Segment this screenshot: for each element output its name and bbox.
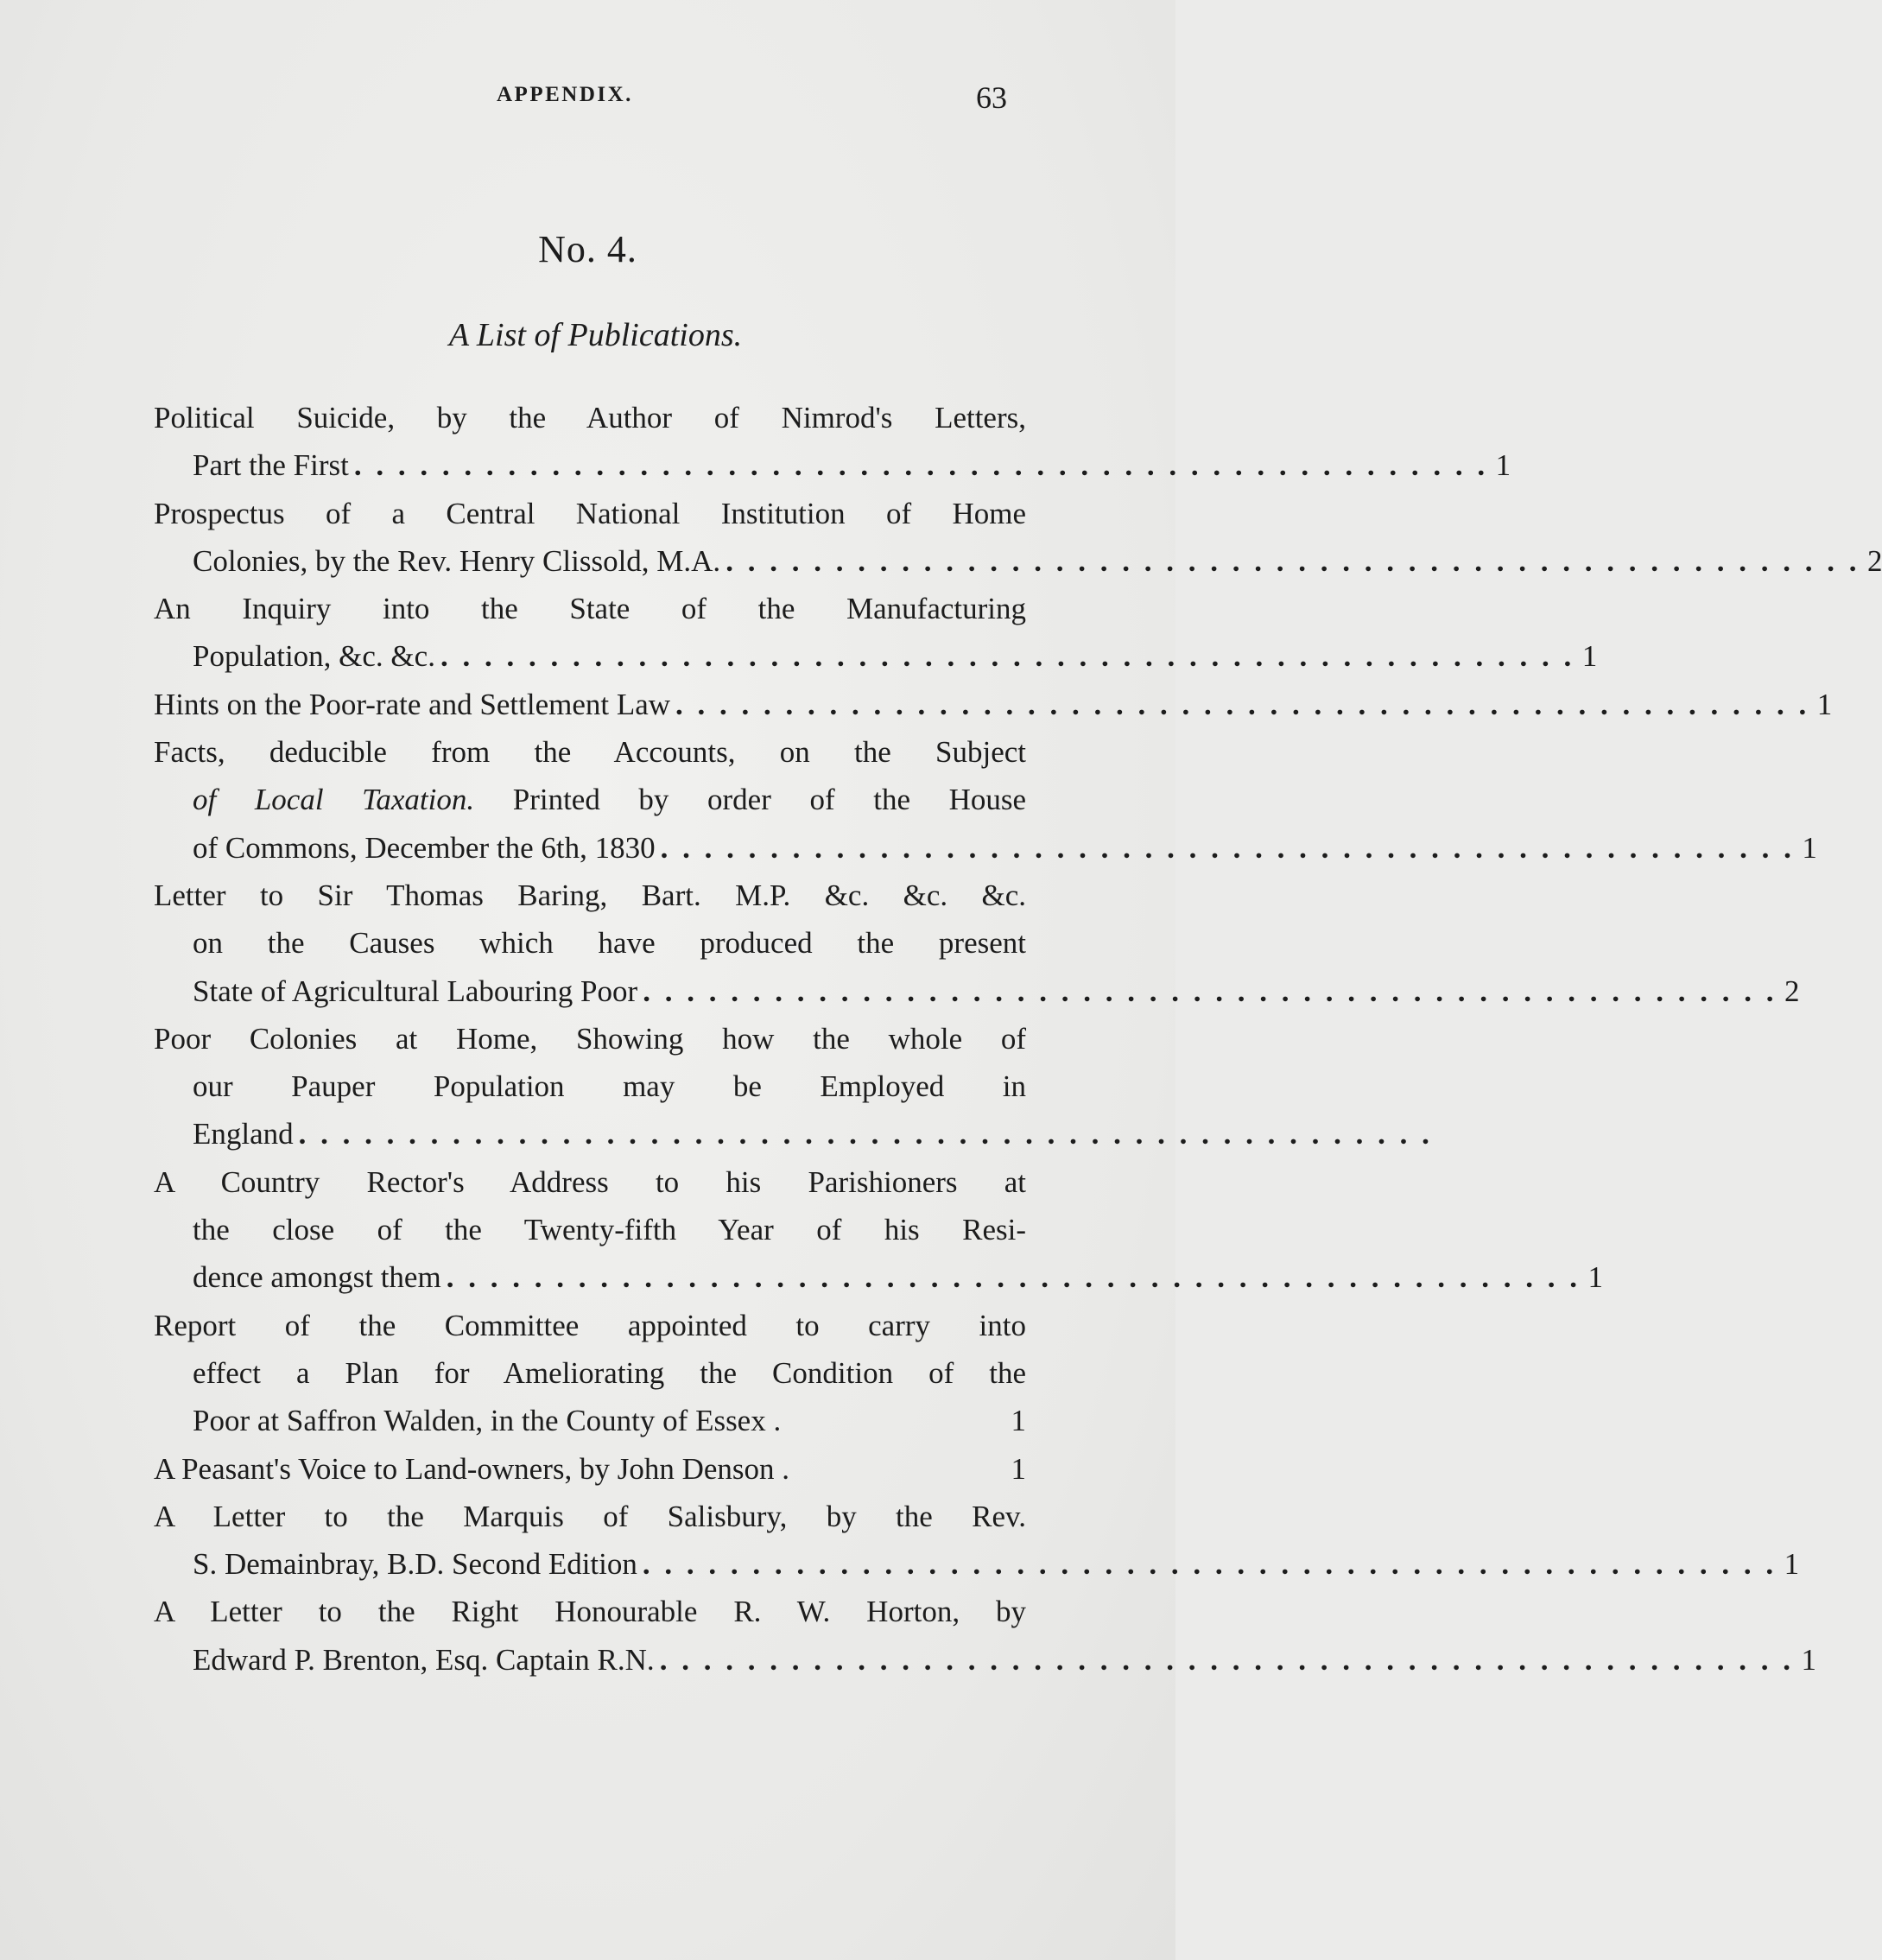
entry-text: State of Agricultural Labouring Poor [193, 974, 638, 1008]
entry-line [154, 967, 1800, 1015]
entry-line [154, 1253, 1603, 1301]
entry-line [154, 441, 1511, 489]
entry-text: A Peasant's Voice to Land-owners, by John Denson . [154, 1451, 790, 1486]
running-head [0, 79, 1175, 114]
entry-line: A Letter to the Right Honourable R. W. Horton, by [154, 1595, 1026, 1629]
entry-line [154, 1110, 1433, 1158]
leader-dots: . . . . . . . . . . . . . . . . . . . . . . . . . . . . . . . . . . . . . . . . . . . . . . . . . . . . [298, 1117, 1433, 1151]
copies-count: 1 [1816, 687, 1833, 721]
leader-dots: . . . . . . . . . . . . . . . . . . . . . . . . . . . . . . . . . . . . . . . . . . . . . . . . . . . . [726, 543, 1860, 578]
publication-entry [154, 681, 1833, 728]
entry-text: Part the First [193, 448, 349, 483]
entry-text: Hints on the Poor-rate and Settlement Law [154, 687, 671, 721]
publication-entry [154, 1302, 1026, 1445]
entry-text: of Commons, December the 6th, 1830 [193, 830, 656, 865]
entry-line: A Letter to the Marquis of Salisbury, by the Rev. [154, 1499, 1026, 1533]
entry-line: A Country Rector's Address to his Parishioners at [154, 1164, 1026, 1199]
entry-text: Printed by order of the House [512, 783, 1027, 817]
entry-line [154, 681, 1833, 728]
running-title: APPENDIX. [497, 83, 633, 106]
leader-dots: . . . . . . . . . . . . . . . . . . . . . . . . . . . . . . . . . . . . . . . . . . . . . . . . . . . . [659, 1642, 1794, 1677]
entry-line [154, 1397, 1026, 1444]
entry-line: Political Suicide, by the Author of Nimrod's Letters, [154, 401, 1026, 434]
copies-count: 1 [1581, 639, 1598, 674]
entry-line [154, 1636, 1816, 1684]
leader-dots: . . . . . . . . . . . . . . . . . . . . . . . . . . . . . . . . . . . . . . . . . . . . . . . . . . . . [446, 1260, 1581, 1295]
leader-dots: . . . . . . . . . . . . . . . . . . . . . . . . . . . . . . . . . . . . . . . . . . . . . . . . . . . . [440, 639, 1575, 674]
entry-line: effect a Plan for Ameliorating the Condition of the [193, 1355, 1026, 1390]
leader-dots: . . . . . . . . . . . . . . . . . . . . . . . . . . . . . . . . . . . . . . . . . . . . . . . . . . . . [643, 974, 1777, 1008]
entry-text: Population, &c. &c. [193, 639, 435, 674]
entry-line [154, 537, 1882, 585]
publication-entry [154, 1015, 1433, 1158]
publication-entry [154, 1158, 1603, 1302]
copies-count: 1 [1802, 830, 1817, 865]
entry-line: our Pauper Population may be Employed in [193, 1069, 1026, 1104]
entry-line: Prospectus of a Central National Institution of Home [154, 496, 1026, 530]
entry-line [154, 824, 1817, 872]
copies-count: 1 [1587, 1260, 1603, 1295]
publication-entry [154, 1493, 1800, 1589]
publication-list [154, 394, 1882, 1684]
entry-line: on the Causes which have produced the present [193, 926, 1026, 961]
section-number: No. 4. [538, 228, 637, 270]
entry-text: Colonies, by the Rev. Henry Clissold, M.A. [193, 543, 721, 578]
publication-entry [154, 1588, 1816, 1684]
page-number: 63 [976, 80, 1007, 115]
leader-dots: . . . . . . . . . . . . . . . . . . . . . . . . . . . . . . . . . . . . . . . . . . . . . . . . . . . . [353, 448, 1489, 483]
copies-count: 1 [1011, 1451, 1026, 1486]
leader-dots: . . . . . . . . . . . . . . . . . . . . . . . . . . . . . . . . . . . . . . . . . . . . . . . . . . . . [660, 830, 1795, 865]
entry-text: Poor at Saffron Walden, in the County of Essex . [193, 1404, 782, 1438]
entry-line [154, 776, 1026, 823]
entry-line: Facts, deducible from the Accounts, on the Subject [154, 735, 1026, 770]
copies-count: 1 [1784, 1547, 1800, 1582]
copies-count: 1 [1801, 1642, 1816, 1677]
copies-count: 2 [1866, 543, 1882, 578]
leader-dots: . . . . . . . . . . . . . . . . . . . . . . . . . . . . . . . . . . . . . . . . . . . . . . . . . . . . [642, 1547, 1777, 1582]
italic-subject: of Local Taxation. [193, 783, 475, 817]
list-title: A List of Publications. [448, 317, 743, 353]
publication-entry [154, 1445, 1026, 1493]
copies-count: 1 [1011, 1404, 1026, 1438]
entry-line: the close of the Twenty-fifth Year of his Resi- [193, 1213, 1026, 1247]
entry-text: England [193, 1117, 294, 1151]
entry-line: An Inquiry into the State of the Manufacturing [154, 592, 1026, 626]
entry-line [154, 1445, 1026, 1493]
leader-dots: . . . . . . . . . . . . . . . . . . . . . . . . . . . . . . . . . . . . . . . . . . . . . . . . . . . . [675, 687, 1810, 721]
publication-entry [154, 490, 1882, 586]
entry-text: S. Demainbray, B.D. Second Edition [193, 1547, 637, 1582]
entry-text: dence amongst them [193, 1260, 441, 1295]
publication-entry [154, 585, 1598, 681]
publication-entry [154, 872, 1800, 1015]
copies-count: 2 [1784, 974, 1800, 1008]
entry-line [154, 632, 1598, 680]
copies-count: 1 [1495, 448, 1511, 483]
entry-line: Report of the Committee appointed to carry into [154, 1308, 1026, 1342]
entry-line: Poor Colonies at Home, Showing how the whole of [154, 1021, 1026, 1056]
entry-text: Edward P. Brenton, Esq. Captain R.N. [193, 1642, 655, 1677]
entry-line [154, 1540, 1800, 1588]
publication-entry [154, 394, 1511, 490]
publication-entry [154, 728, 1817, 872]
entry-line: Letter to Sir Thomas Baring, Bart. M.P. &c. &c. &c. [154, 878, 1026, 912]
